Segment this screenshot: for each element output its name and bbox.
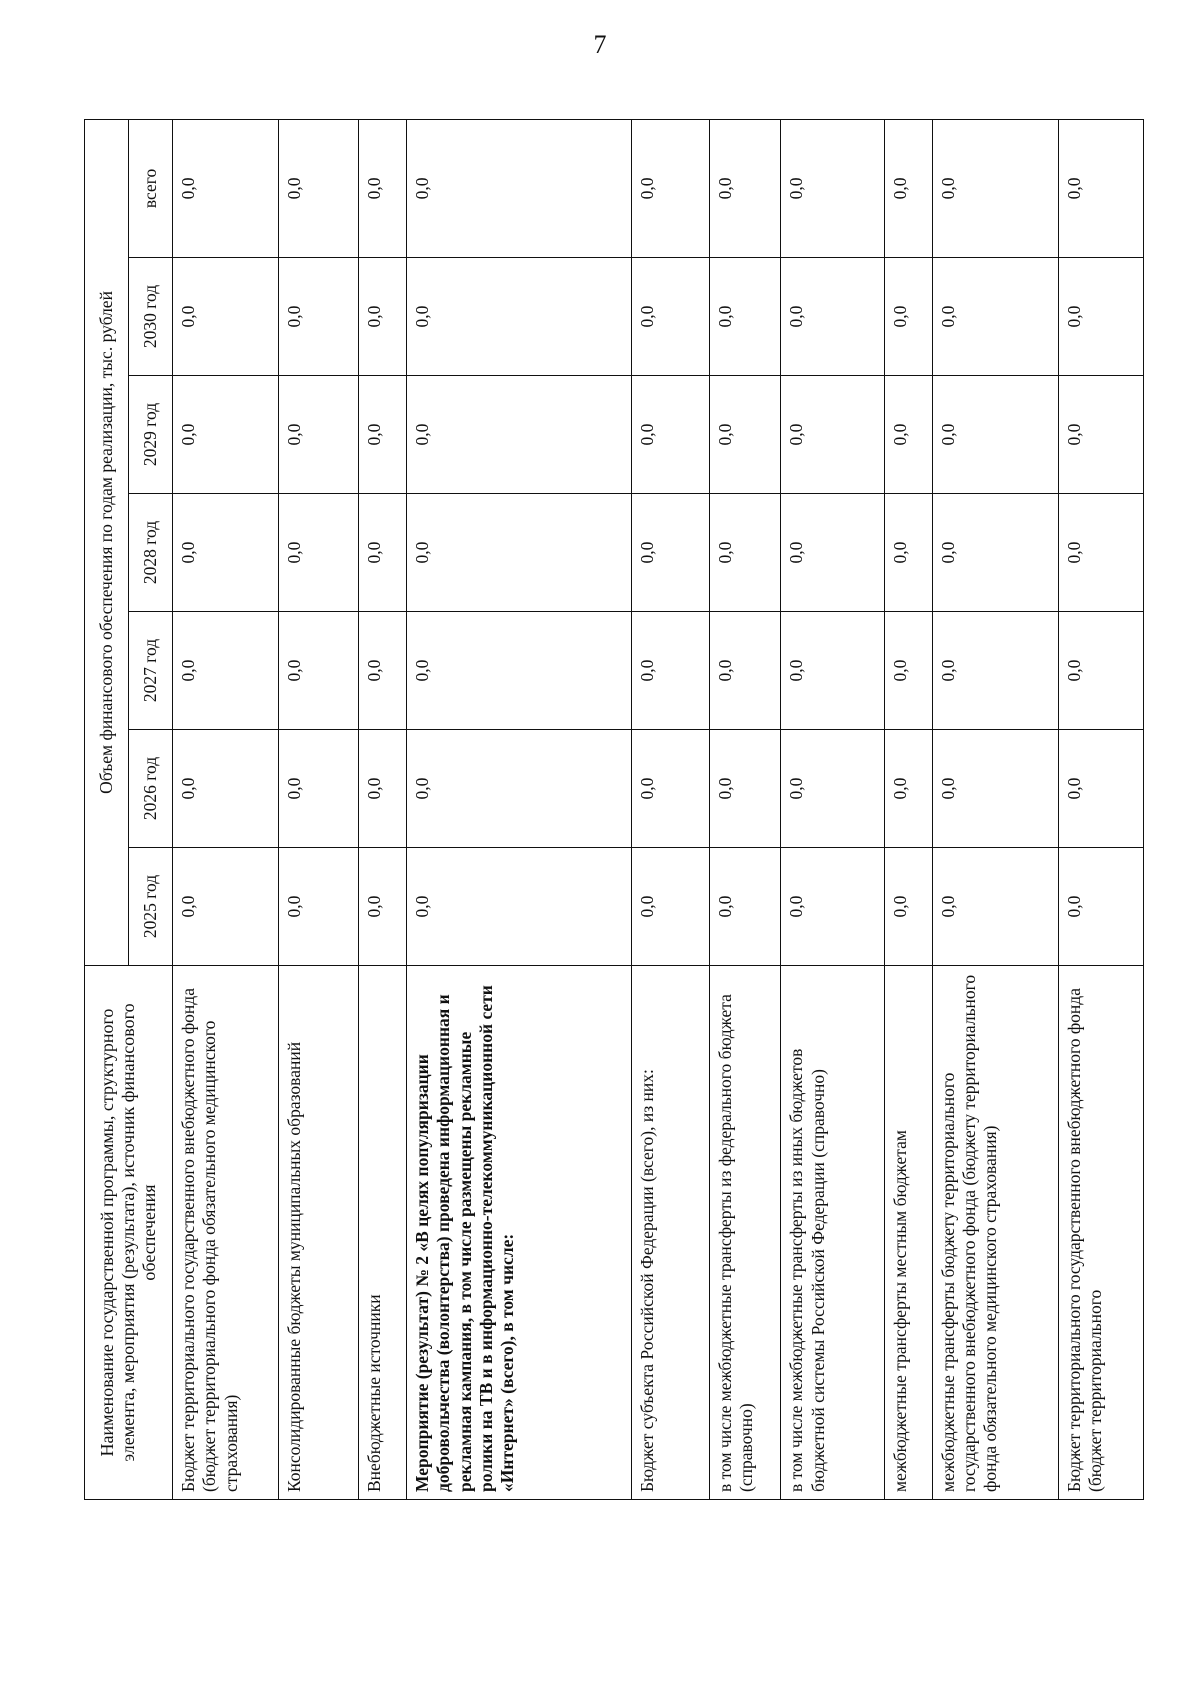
financing-table	[84, 119, 1144, 1500]
row-source-name: Бюджет территориального государственного внебюджетного фонда (бюджет территориального	[1059, 966, 1144, 1500]
row-year-value: 0,0	[884, 494, 932, 612]
row-year-value: 0,0	[407, 848, 632, 966]
row-year-value: 0,0	[710, 612, 781, 730]
header-year-2030: 2030 год	[129, 258, 173, 376]
row-year-value: 0,0	[884, 376, 932, 494]
header-year-2028: 2028 год	[129, 494, 173, 612]
header-year-2027: 2027 год	[129, 612, 173, 730]
row-year-value: 0,0	[358, 258, 406, 376]
row-source-name: в том числе межбюджетные трансферты из федерального бюджета (справочно)	[710, 966, 781, 1500]
row-year-value: 0,0	[173, 848, 279, 966]
row-year-value: 0,0	[407, 730, 632, 848]
row-year-value: 0,0	[278, 730, 358, 848]
table-row	[932, 119, 1058, 1499]
header-year-2029: 2029 год	[129, 376, 173, 494]
row-year-value: 0,0	[781, 258, 884, 376]
row-total-value: 0,0	[632, 119, 710, 257]
table-body	[173, 119, 1144, 1499]
row-year-value: 0,0	[358, 848, 406, 966]
row-year-value: 0,0	[358, 730, 406, 848]
row-year-value: 0,0	[781, 376, 884, 494]
row-year-value: 0,0	[1059, 258, 1144, 376]
row-year-value: 0,0	[173, 258, 279, 376]
row-year-value: 0,0	[781, 848, 884, 966]
row-year-value: 0,0	[173, 612, 279, 730]
row-total-value: 0,0	[358, 119, 406, 257]
row-year-value: 0,0	[358, 612, 406, 730]
row-year-value: 0,0	[278, 494, 358, 612]
row-source-name: Бюджет субъекта Российской Федерации (всего), из них:	[632, 966, 710, 1500]
row-year-value: 0,0	[781, 494, 884, 612]
row-year-value: 0,0	[884, 612, 932, 730]
row-year-value: 0,0	[781, 612, 884, 730]
row-year-value: 0,0	[1059, 848, 1144, 966]
row-source-name: Мероприятие (результат) № 2 «В целях популяризации добровольчества (волонтерства) проведена информационная и рекламная кампания, в том числе размещены рекламные ролики на ТВ и в информационно-телекоммуникационной сети «Интернет» (всего), в том числе:	[407, 966, 632, 1500]
row-year-value: 0,0	[884, 258, 932, 376]
row-year-value: 0,0	[932, 494, 1058, 612]
row-year-value: 0,0	[632, 494, 710, 612]
row-year-value: 0,0	[932, 258, 1058, 376]
row-year-value: 0,0	[1059, 494, 1144, 612]
row-year-value: 0,0	[278, 848, 358, 966]
row-year-value: 0,0	[407, 258, 632, 376]
row-year-value: 0,0	[407, 376, 632, 494]
row-year-value: 0,0	[632, 612, 710, 730]
row-year-value: 0,0	[358, 376, 406, 494]
row-year-value: 0,0	[781, 730, 884, 848]
row-total-value: 0,0	[1059, 119, 1144, 257]
row-year-value: 0,0	[710, 494, 781, 612]
row-year-value: 0,0	[407, 612, 632, 730]
row-year-value: 0,0	[632, 848, 710, 966]
row-year-value: 0,0	[932, 730, 1058, 848]
row-year-value: 0,0	[278, 612, 358, 730]
row-year-value: 0,0	[173, 376, 279, 494]
row-year-value: 0,0	[278, 376, 358, 494]
table-row	[358, 119, 406, 1499]
row-source-name: в том числе межбюджетные трансферты из иных бюджетов бюджетной системы Российской Федерации (справочно)	[781, 966, 884, 1500]
row-year-value: 0,0	[710, 258, 781, 376]
row-year-value: 0,0	[358, 494, 406, 612]
row-year-value: 0,0	[932, 376, 1058, 494]
row-year-value: 0,0	[1059, 612, 1144, 730]
row-source-name: межбюджетные трансферты бюджету территориального государственного внебюджетного фонда (бюджету территориального фонда обязательного медицинского страхования)	[932, 966, 1058, 1500]
page-number: 7	[593, 30, 607, 59]
row-year-value: 0,0	[710, 848, 781, 966]
row-year-value: 0,0	[632, 376, 710, 494]
row-year-value: 0,0	[407, 494, 632, 612]
row-total-value: 0,0	[173, 119, 279, 257]
table-row	[173, 119, 279, 1499]
table-row	[781, 119, 884, 1499]
row-year-value: 0,0	[1059, 376, 1144, 494]
row-source-name: Внебюджетные источники	[358, 966, 406, 1500]
row-total-value: 0,0	[884, 119, 932, 257]
table-row	[278, 119, 358, 1499]
row-total-value: 0,0	[932, 119, 1058, 257]
row-year-value: 0,0	[1059, 730, 1144, 848]
table-row	[884, 119, 932, 1499]
table-row	[632, 119, 710, 1499]
header-year-2025: 2025 год	[129, 848, 173, 966]
row-year-value: 0,0	[632, 730, 710, 848]
row-year-value: 0,0	[173, 730, 279, 848]
row-year-value: 0,0	[932, 848, 1058, 966]
row-year-value: 0,0	[632, 258, 710, 376]
row-source-name: Консолидированные бюджеты муниципальных образований	[278, 966, 358, 1500]
header-year-2026: 2026 год	[129, 730, 173, 848]
row-source-name: межбюджетные трансферты местным бюджетам	[884, 966, 932, 1500]
table-row	[1059, 119, 1144, 1499]
row-year-value: 0,0	[278, 258, 358, 376]
row-year-value: 0,0	[884, 730, 932, 848]
row-total-value: 0,0	[781, 119, 884, 257]
row-year-value: 0,0	[173, 494, 279, 612]
header-total: всего	[129, 119, 173, 257]
row-year-value: 0,0	[932, 612, 1058, 730]
row-total-value: 0,0	[278, 119, 358, 257]
header-volume-group: Объем финансового обеспечения по годам реализации, тыс. рублей	[85, 119, 129, 965]
row-total-value: 0,0	[407, 119, 632, 257]
row-year-value: 0,0	[710, 730, 781, 848]
row-year-value: 0,0	[710, 376, 781, 494]
rotated-table-wrapper	[84, 120, 1144, 1500]
row-source-name: Бюджет территориального государственного внебюджетного фонда (бюджет территориального фонда обязательного медицинского страхования)	[173, 966, 279, 1500]
table-row	[710, 119, 781, 1499]
row-total-value: 0,0	[710, 119, 781, 257]
header-name-column: Наименование государственной программы, структурного элемента, мероприятия (результата), источник финансового обеспечения	[85, 966, 173, 1500]
table-row	[407, 119, 632, 1499]
row-year-value: 0,0	[884, 848, 932, 966]
